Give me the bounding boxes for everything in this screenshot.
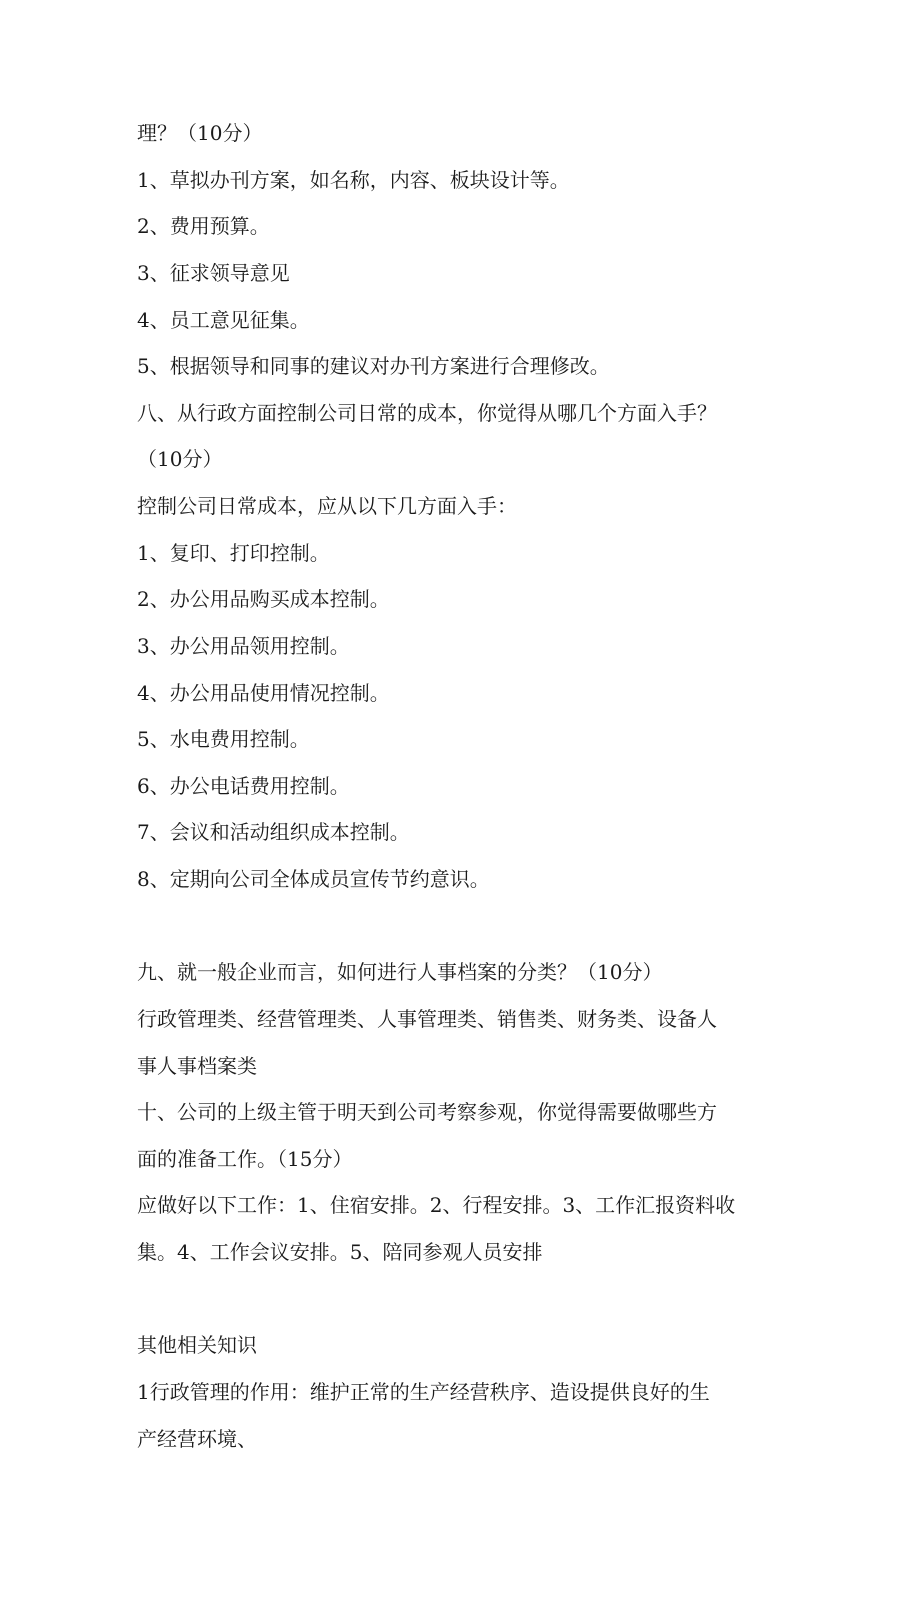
text-line: 4、员工意见征集。	[137, 308, 310, 332]
text-line: 6、办公电话费用控制。	[137, 774, 350, 798]
section-heading: 九、就一般企业而言，如何进行人事档案的分类？（10分）	[137, 960, 663, 984]
text-line: 面的准备工作。（15分）	[137, 1147, 353, 1171]
text-line: 5、水电费用控制。	[137, 727, 310, 751]
section-heading: 其他相关知识	[137, 1333, 257, 1357]
text-line: 1、复印、打印控制。	[137, 541, 330, 565]
text-line: 事人事档案类	[137, 1054, 257, 1078]
text-line: 集。4、工作会议安排。5、陪同参观人员安排	[137, 1240, 543, 1264]
section-heading: 十、公司的上级主管于明天到公司考察参观，你觉得需要做哪些方	[137, 1100, 717, 1124]
text-line: 行政管理类、经营管理类、人事管理类、销售类、财务类、设备人	[137, 1007, 717, 1031]
text-line: 理？（10分）	[137, 121, 263, 145]
text-line: 8、定期向公司全体成员宣传节约意识。	[137, 867, 490, 891]
text-line: 7、会议和活动组织成本控制。	[137, 820, 410, 844]
text-line: 产经营环境、	[137, 1427, 257, 1451]
text-line: 3、办公用品领用控制。	[137, 634, 350, 658]
text-line: 1、草拟办刊方案，如名称，内容、板块设计等。	[137, 168, 570, 192]
section-heading: 八、从行政方面控制公司日常的成本，你觉得从哪几个方面入手？	[137, 401, 717, 425]
text-line: 2、费用预算。	[137, 214, 270, 238]
text-line: （10分）	[137, 447, 223, 471]
text-line: 控制公司日常成本，应从以下几方面入手：	[137, 494, 517, 518]
text-line: 应做好以下工作：1、住宿安排。2、行程安排。3、工作汇报资料收	[137, 1193, 736, 1217]
text-line: 4、办公用品使用情况控制。	[137, 681, 390, 705]
text-line: 2、办公用品购买成本控制。	[137, 587, 390, 611]
text-line: 3、征求领导意见	[137, 261, 290, 285]
text-line: 1行政管理的作用：维护正常的生产经营秩序、造设提供良好的生	[137, 1380, 710, 1404]
text-line: 5、根据领导和同事的建议对办刊方案进行合理修改。	[137, 354, 610, 378]
